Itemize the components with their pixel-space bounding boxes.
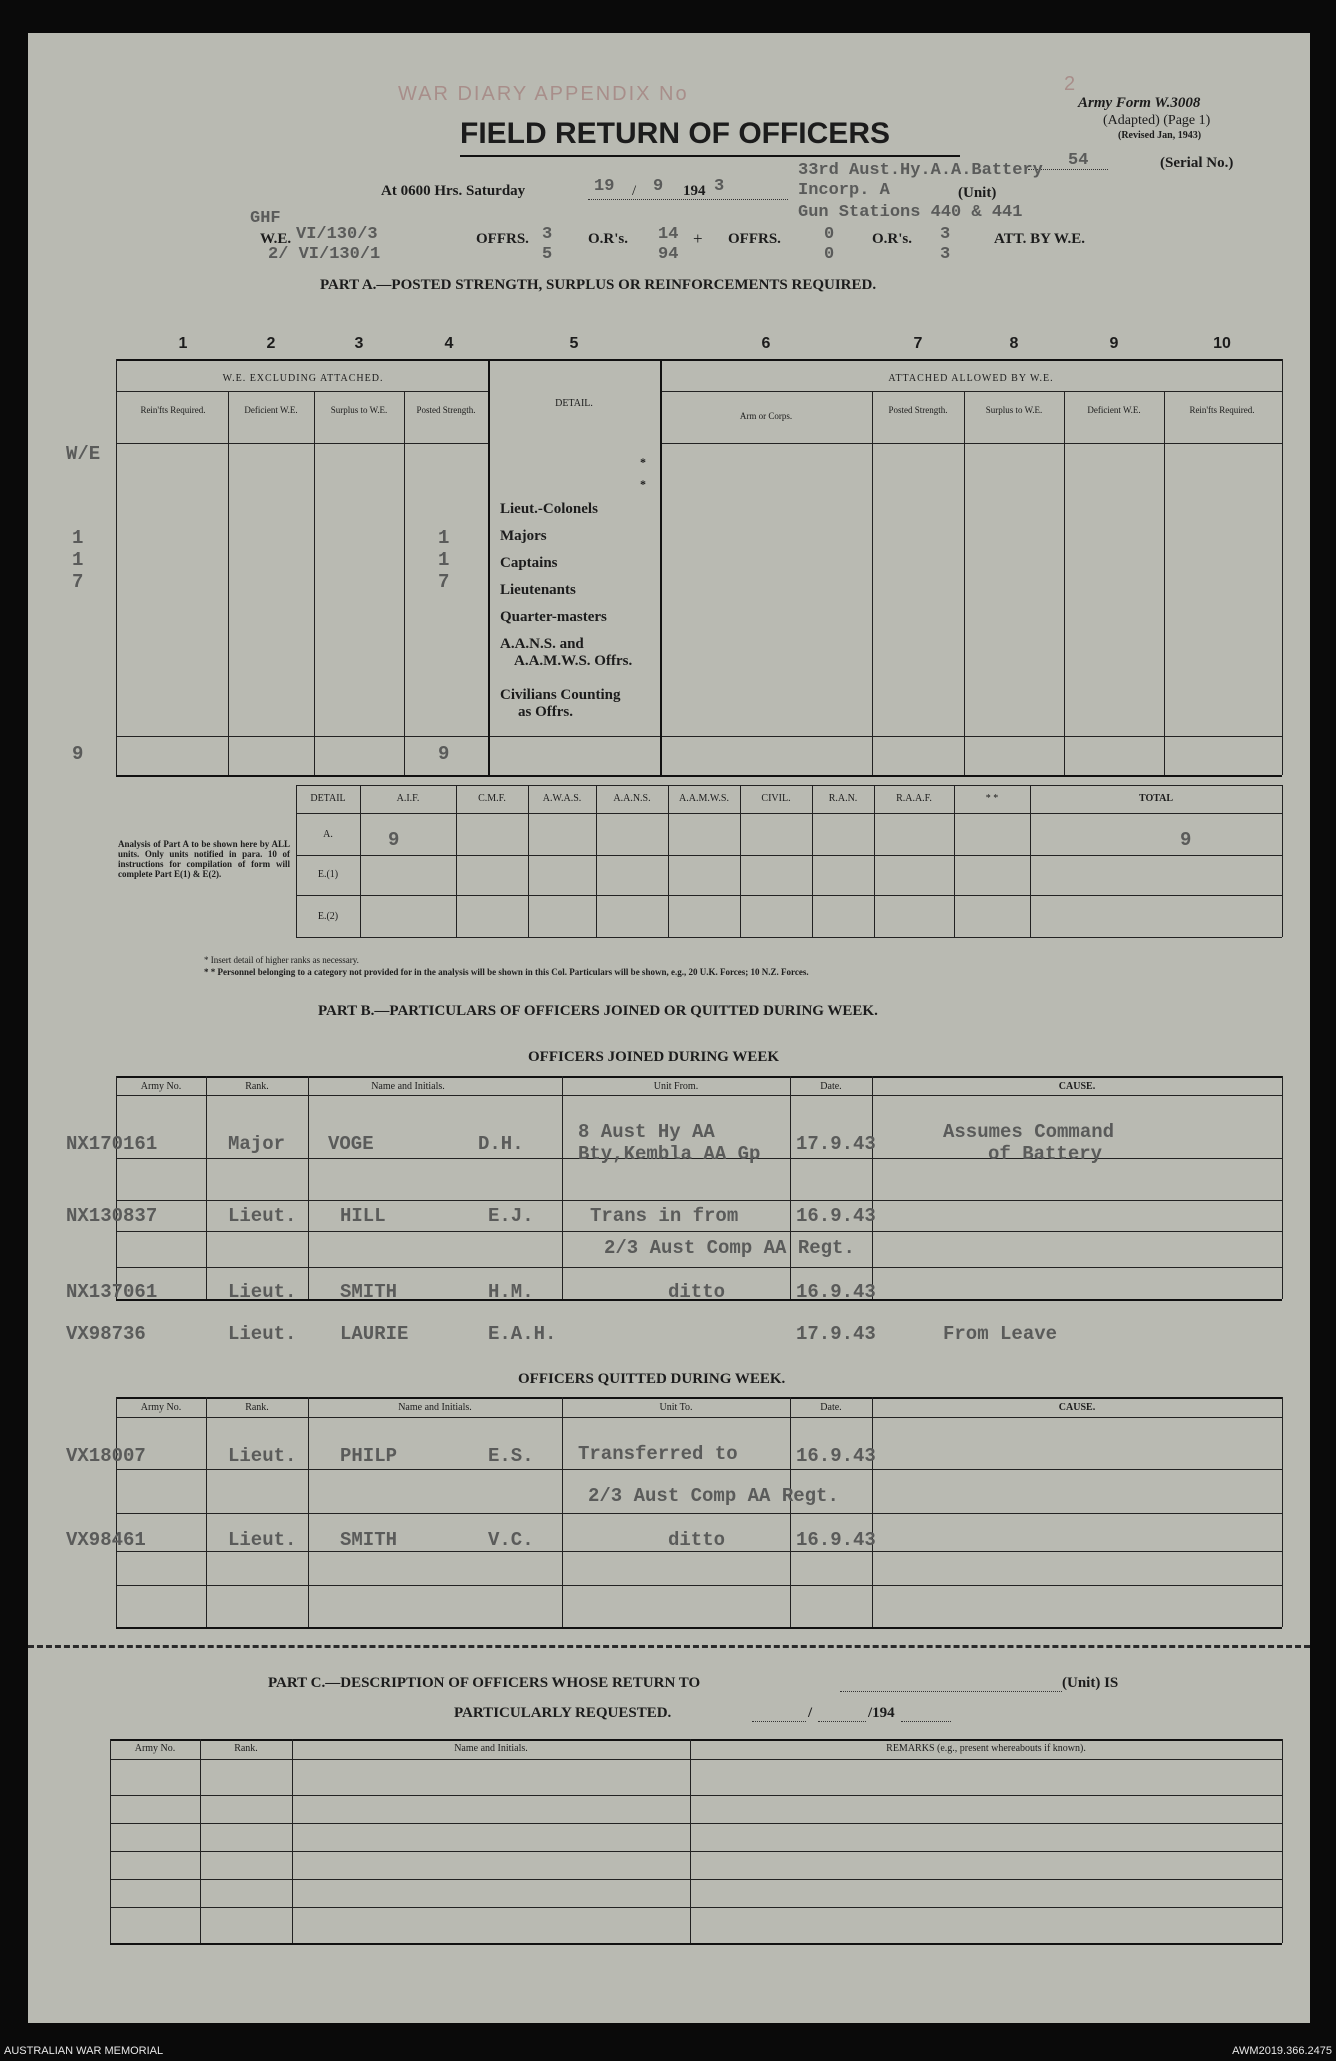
right-group-header: ATTACHED ALLOWED BY W.E. bbox=[888, 373, 1054, 384]
quitted-1-unit-1: Transferred to bbox=[578, 1443, 738, 1465]
joined-1-initials: D.H. bbox=[478, 1133, 524, 1155]
left-group-header: W.E. EXCLUDING ATTACHED. bbox=[222, 373, 384, 384]
rank-lieut-colonels: Lieut.-Colonels bbox=[500, 501, 598, 517]
margin-we-majors: 1 bbox=[72, 527, 84, 549]
col-num-10: 10 bbox=[1213, 335, 1231, 352]
ors-value-2: 3 bbox=[940, 225, 951, 244]
footer-accession-number: AWM2019.366.2475 bbox=[1232, 2045, 1332, 2057]
joined-1-name: VOGE bbox=[328, 1133, 374, 1155]
ors-label-1: O.R's. bbox=[588, 231, 629, 247]
joined-2-name: HILL bbox=[340, 1205, 386, 1227]
joined-2-unit-2: 2/3 Aust Comp AA Regt. bbox=[604, 1237, 855, 1259]
date-day: 19 bbox=[594, 177, 615, 196]
head-surplus-right: Surplus to W.E. bbox=[985, 405, 1043, 415]
col-num-3: 3 bbox=[354, 335, 364, 352]
col-num-5: 5 bbox=[569, 335, 579, 352]
part-c-title-d: /194 bbox=[868, 1705, 895, 1721]
col-num-8: 8 bbox=[1009, 335, 1019, 352]
title-underline bbox=[460, 155, 960, 157]
offrs-value-1b: 5 bbox=[542, 245, 553, 264]
posted-total: 9 bbox=[438, 743, 450, 765]
handwritten-war-diary: WAR DIARY APPENDIX No bbox=[398, 83, 689, 105]
quitted-2-unit-1: ditto bbox=[668, 1529, 726, 1551]
joined-2-army-no: NX130837 bbox=[66, 1205, 158, 1227]
part-a-top-rule bbox=[116, 359, 1282, 361]
joined-head-date: Date. bbox=[820, 1081, 842, 1092]
offrs-label-1: OFFRS. bbox=[476, 231, 529, 247]
offrs-value-2: 0 bbox=[824, 225, 835, 244]
analysis-head-raaf: R.A.A.F. bbox=[896, 793, 932, 804]
revised-date: (Revised Jan, 1943) bbox=[1118, 130, 1202, 141]
joined-1-cause-2: of Battery bbox=[988, 1143, 1103, 1165]
rank-civilians: Civilians Counting bbox=[500, 687, 621, 703]
joined-4-initials: E.A.H. bbox=[488, 1323, 557, 1345]
col-num-7: 7 bbox=[913, 335, 923, 352]
offrs-label-2: OFFRS. bbox=[728, 231, 781, 247]
quitted-2-army-no: VX98461 bbox=[66, 1529, 146, 1551]
star-marker-1: * bbox=[640, 455, 646, 469]
year-prefix: 194 bbox=[683, 183, 706, 199]
joined-3-initials: H.M. bbox=[488, 1281, 534, 1303]
posted-majors: 1 bbox=[438, 527, 450, 549]
army-form-number: Army Form W.3008 bbox=[1078, 95, 1201, 111]
part-b-title: PART B.—PARTICULARS OF OFFICERS JOINED OR QUITTED DURING WEEK. bbox=[318, 1003, 878, 1019]
analysis-aif-a: 9 bbox=[388, 829, 400, 851]
analysis-head-ran: R.A.N. bbox=[828, 793, 858, 804]
offrs-value-2b: 0 bbox=[824, 245, 835, 264]
joined-head-cause: CAUSE. bbox=[1058, 1081, 1096, 1092]
quitted-title: OFFICERS QUITTED DURING WEEK. bbox=[518, 1371, 786, 1387]
joined-4-date: 17.9.43 bbox=[796, 1323, 876, 1345]
quitted-2-date: 16.9.43 bbox=[796, 1529, 876, 1551]
page-title: FIELD RETURN OF OFFICERS bbox=[460, 117, 890, 150]
analysis-head-cmf: C.M.F. bbox=[478, 793, 506, 804]
unit-line-2: Incorp. A bbox=[798, 181, 890, 200]
joined-head-name: Name and Initials. bbox=[371, 1081, 445, 1092]
analysis-head-aans: A.A.N.S. bbox=[613, 793, 651, 804]
margin-we-captains: 1 bbox=[72, 549, 84, 571]
joined-2-unit-1: Trans in from bbox=[590, 1205, 739, 1227]
part-c-title-c: PARTICULARLY REQUESTED. bbox=[454, 1705, 672, 1721]
unit-label: (Unit) bbox=[958, 185, 997, 201]
serial-number-typed: 54 bbox=[1068, 151, 1089, 170]
quitted-head-name: Name and Initials. bbox=[398, 1402, 472, 1413]
head-posted-left: Posted Strength. bbox=[416, 405, 476, 415]
joined-head-army-no: Army No. bbox=[140, 1081, 182, 1092]
we-label: W.E. bbox=[260, 231, 292, 247]
part-c-head-rank: Rank. bbox=[234, 1743, 258, 1754]
rank-aans: A.A.N.S. and bbox=[500, 636, 584, 652]
analysis-head-awas: A.W.A.S. bbox=[542, 793, 582, 804]
analysis-head-civil: CIVIL. bbox=[761, 793, 791, 804]
joined-head-rank: Rank. bbox=[245, 1081, 269, 1092]
analysis-row-e1: E.(1) bbox=[317, 869, 339, 880]
rank-as-offrs: as Offrs. bbox=[518, 704, 573, 720]
we-typed-ghf: GHF bbox=[250, 209, 281, 228]
we-typed-ref: VI/130/3 bbox=[296, 225, 378, 244]
analysis-head-aamws: A.A.M.W.S. bbox=[679, 793, 729, 804]
head-arm-corps: Arm or Corps. bbox=[739, 411, 793, 421]
ors-value-2b: 3 bbox=[940, 245, 951, 264]
unit-line-1: 33rd Aust.Hy.A.A.Battery bbox=[798, 161, 1043, 180]
quitted-head-unit-to: Unit To. bbox=[659, 1402, 693, 1413]
quitted-1-army-no: VX18007 bbox=[66, 1445, 146, 1467]
unit-line-3: Gun Stations 440 & 441 bbox=[798, 203, 1023, 222]
perforation-line bbox=[28, 1645, 1310, 1648]
rank-captains: Captains bbox=[500, 555, 558, 571]
quitted-1-date: 16.9.43 bbox=[796, 1445, 876, 1467]
form-page: WAR DIARY APPENDIX No 2 Army Form W.3008 (Adapted) (Page 1) (Revised Jan, 1943) FIELD RETURN OF OFFICERS 54 (Serial No.) At 0600 Hrs. Saturday 19 / 9 194 3 33rd Aust.Hy.A.A.Battery Incorp. A (Unit) Gun Stations 440 & 441 GHF W.E. VI/130/3 2/ VI/130/1 OFFRS. 3 5 O.R's. 14 94 + OFFRS. 0 0 O.R's. 3 3 ATT. BY W.E. PART A.—POSTED STRENGTH, SURPLUS OR REINFORCEMENTS REQUIRED. 1 2 3 4 5 6 7 8 9 10 W.E. EXCLUDING ATTACHED. ATTACHED ALLOWED BY W.E. DETAIL. Rein'fts Required. Deficient W.E. Surplus to W.E. Posted Strength. Arm or Corps. Posted Strength. Surplus to W.E. Deficient W.E. Rein'fts Required. W/E * * Lieut.-Colonels Majors Captains Lieutenants Quarter-masters A.A.N.S. and A.A.M.W.S. Offrs. Civilians Counting as Offrs. 1 1 7 1 1 7 9 9 DETAIL A.I.F. C.M.F. A.W.A.S. A.A.N.S. A.A.M.W.S. CIVIL. R.A.N. R.A.A.F. * * TOTAL A. E.(1) E.(2) 9 9 Analysis of Part A to be shown here by ALL units. Only units notified in para. 10 of instructions for compilation of form will complete Part E(1) & E(2). * Insert detail of higher ranks as necessary. * * Personnel belonging to a category not provided for in the analysis will be shown in this Col. Particulars will be shown, e.g., 20 U.K. Forces; 10 N.Z. Forces. PART B.—PARTICULARS OF OFFICERS JOINED OR QUITTED DURING WEEK. OFFICERS JOINED DURING WEEK Army No. Rank. Name and Initials. Unit From. Date. CAUSE. NX170161 Major VOGE D.H. 8 Aust Hy AA Bty,Kembla AA Gp 17.9.43 Assumes Command of Battery NX130837 Lieut. HILL E.J. Trans in from 2/3 Aust Comp AA Regt. 16.9.43 NX137061 Lieut. SMITH H.M. ditto 16.9.43 VX98736 Lieut. LAURIE E.A.H. 17.9.43 From Leave OFFICERS QUITTED DURING WEEK. Army No. Rank. Name and Initials. Unit To. Date. CAUSE. VX18007 Lieut. PHILP E.S. Transferred to 2/3 Aust Comp AA Regt. 16.9.43 VX98461 Lieut. SMITH V.C. ditto 16.9.43 PART C.—DESCRIPTION OF OFFICERS WHOSE RETURN TO (Unit) IS PARTICULARLY REQUESTED. / /194 Army No. Rank. Name and Initials. REMARKS (e.g., present whereabouts if known). bbox=[28, 33, 1310, 2023]
col-num-1: 1 bbox=[178, 335, 188, 352]
star-marker-2: * bbox=[640, 477, 646, 491]
serial-label: (Serial No.) bbox=[1160, 155, 1234, 171]
footnote-higher-ranks: * Insert detail of higher ranks as necessary. bbox=[204, 955, 359, 965]
col-num-6: 6 bbox=[761, 335, 771, 352]
joined-1-army-no: NX170161 bbox=[66, 1133, 158, 1155]
quitted-head-rank: Rank. bbox=[245, 1402, 269, 1413]
joined-4-name: LAURIE bbox=[340, 1323, 409, 1345]
part-a-title: PART A.—POSTED STRENGTH, SURPLUS OR REINFORCEMENTS REQUIRED. bbox=[320, 277, 877, 293]
analysis-total-a: 9 bbox=[1180, 829, 1192, 851]
quitted-1-initials: E.S. bbox=[488, 1445, 534, 1467]
ors-value-1: 14 bbox=[658, 225, 679, 244]
head-reinfts-required-right: Rein'fts Required. bbox=[1189, 405, 1255, 415]
joined-4-cause-1: From Leave bbox=[943, 1323, 1058, 1345]
joined-title: OFFICERS JOINED DURING WEEK bbox=[528, 1049, 780, 1065]
analysis-head-detail: DETAIL bbox=[310, 793, 346, 804]
joined-4-rank: Lieut. bbox=[228, 1323, 297, 1345]
col-num-4: 4 bbox=[444, 335, 454, 352]
analysis-head-aif: A.I.F. bbox=[396, 793, 420, 804]
joined-3-army-no: NX137061 bbox=[66, 1281, 158, 1303]
quitted-2-initials: V.C. bbox=[488, 1529, 534, 1551]
analysis-row-e2: E.(2) bbox=[317, 911, 339, 922]
footer-archive-name: AUSTRALIAN WAR MEMORIAL bbox=[4, 2045, 164, 2057]
date-month: 9 bbox=[653, 177, 664, 196]
joined-head-unit-from: Unit From. bbox=[653, 1081, 699, 1092]
joined-3-unit-1: ditto bbox=[668, 1281, 726, 1303]
part-c-title-a: PART C.—DESCRIPTION OF OFFICERS WHOSE RETURN TO bbox=[268, 1675, 701, 1691]
col-num-2: 2 bbox=[266, 335, 276, 352]
joined-1-cause-1: Assumes Command bbox=[943, 1121, 1115, 1143]
quitted-2-name: SMITH bbox=[340, 1529, 398, 1551]
analysis-head-other: * * bbox=[985, 793, 999, 804]
detail-header: DETAIL. bbox=[555, 398, 593, 409]
ors-label-2: O.R's. bbox=[872, 231, 913, 247]
quitted-2-rank: Lieut. bbox=[228, 1529, 297, 1551]
part-c-head-name: Name and Initials. bbox=[454, 1743, 528, 1754]
joined-2-initials: E.J. bbox=[488, 1205, 534, 1227]
margin-total: 9 bbox=[72, 743, 84, 765]
quitted-head-cause: CAUSE. bbox=[1058, 1402, 1096, 1413]
quitted-1-rank: Lieut. bbox=[228, 1445, 297, 1467]
ors-value-1b: 94 bbox=[658, 245, 679, 264]
offrs-value-1: 3 bbox=[542, 225, 553, 244]
quitted-1-name: PHILP bbox=[340, 1445, 398, 1467]
analysis-note: Analysis of Part A to be shown here by ALL units. Only units notified in para. 10 of instructions for compilation of form will complete Part E(1) & E(2). bbox=[118, 839, 290, 879]
quitted-head-army-no: Army No. bbox=[140, 1402, 182, 1413]
quitted-1-unit-2: 2/3 Aust Comp AA Regt. bbox=[588, 1485, 839, 1507]
rank-quartermasters: Quarter-masters bbox=[500, 609, 607, 625]
col-num-9: 9 bbox=[1109, 335, 1119, 352]
part-c-title-b: (Unit) IS bbox=[1062, 1675, 1119, 1691]
posted-captains: 1 bbox=[438, 549, 450, 571]
footnote-other-personnel: * * Personnel belonging to a category not provided for in the analysis will be shown in this Col. Particulars will be shown, e.g., 20 U.K. Forces; 10 N.Z. Forces. bbox=[204, 967, 809, 977]
head-surplus-left: Surplus to W.E. bbox=[330, 405, 388, 415]
head-posted-right: Posted Strength. bbox=[888, 405, 948, 415]
quitted-head-date: Date. bbox=[820, 1402, 842, 1413]
rank-lieutenants: Lieutenants bbox=[500, 582, 576, 598]
joined-3-rank: Lieut. bbox=[228, 1281, 297, 1303]
joined-1-date: 17.9.43 bbox=[796, 1133, 876, 1155]
joined-1-rank: Major bbox=[228, 1133, 286, 1155]
att-by-we-label: ATT. BY W.E. bbox=[994, 231, 1086, 247]
date-dotline bbox=[588, 199, 788, 200]
joined-1-unit-1: 8 Aust Hy AA bbox=[578, 1121, 715, 1143]
analysis-head-total: TOTAL bbox=[1138, 793, 1174, 804]
head-deficient-left: Deficient W.E. bbox=[244, 405, 298, 415]
we-typed-ref-2: 2/ VI/130/1 bbox=[268, 245, 381, 264]
plus-sign: + bbox=[693, 229, 703, 248]
adapted-page-label: (Adapted) (Page 1) bbox=[1103, 113, 1211, 128]
at-time-label: At 0600 Hrs. Saturday bbox=[381, 183, 526, 199]
joined-3-name: SMITH bbox=[340, 1281, 398, 1303]
analysis-row-a: A. bbox=[323, 829, 333, 840]
head-deficient-right: Deficient W.E. bbox=[1087, 405, 1141, 415]
margin-we-lieutenants: 7 bbox=[72, 571, 84, 593]
rank-aamws: A.A.M.W.S. Offrs. bbox=[514, 653, 633, 669]
part-c-head-remarks: REMARKS (e.g., present whereabouts if known). bbox=[886, 1743, 1086, 1754]
handwritten-page-mark: 2 bbox=[1064, 73, 1076, 95]
margin-we-label: W/E bbox=[66, 443, 101, 465]
joined-2-rank: Lieut. bbox=[228, 1205, 297, 1227]
posted-lieutenants: 7 bbox=[438, 571, 450, 593]
part-c-head-army-no: Army No. bbox=[134, 1743, 176, 1754]
rank-majors: Majors bbox=[500, 528, 547, 544]
year-digit: 3 bbox=[714, 177, 725, 196]
part-a-bottom-rule bbox=[116, 775, 1282, 777]
joined-4-army-no: VX98736 bbox=[66, 1323, 146, 1345]
joined-2-date: 16.9.43 bbox=[796, 1205, 876, 1227]
head-reinfts-required-left: Rein'fts Required. bbox=[140, 405, 206, 415]
joined-1-unit-2: Bty,Kembla AA Gp bbox=[578, 1143, 761, 1165]
joined-3-date: 16.9.43 bbox=[796, 1281, 876, 1303]
